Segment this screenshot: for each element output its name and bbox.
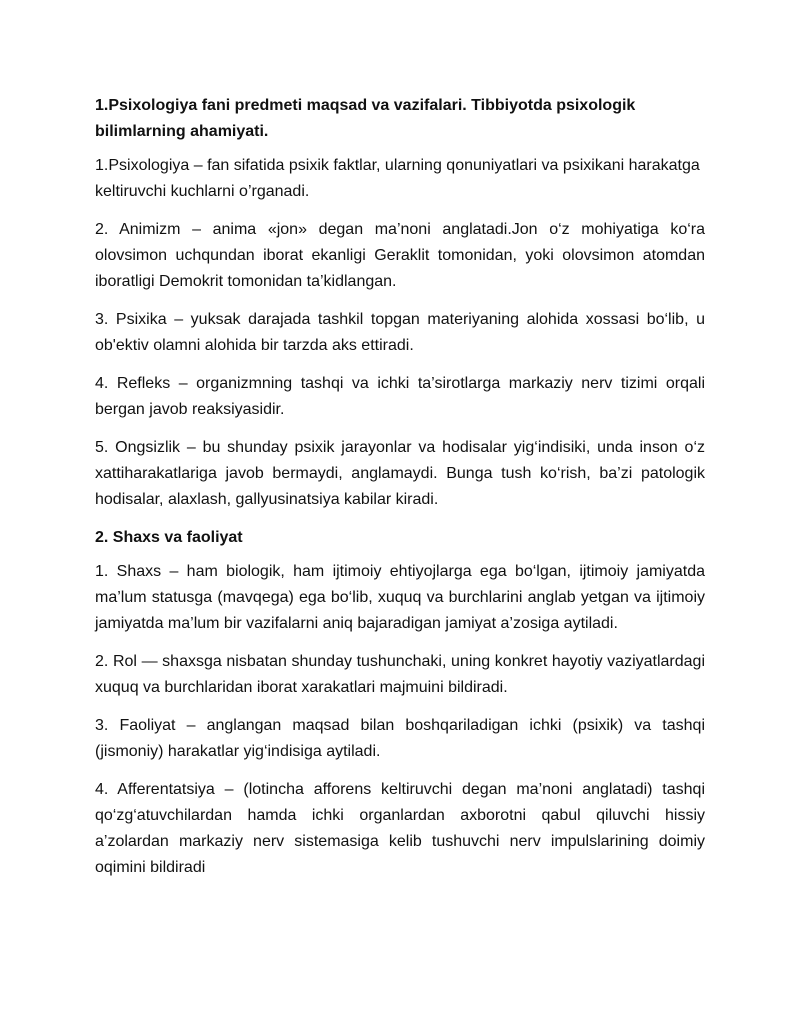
paragraph-animizm: 2. Animizm – anima «jon» degan ma’noni anglatadi.Jon o‘z mohiyatiga ko‘ra olovsimon uchqundan iborat ekanligi Geraklit tomonidan, yoki olovsimon atomdan iboratligi Demokrit tomonidan ta’kidlangan. — [95, 221, 705, 290]
paragraph-ongsizlik: 5. Ongsizlik – bu shunday psixik jarayonlar va hodisalar yig‘indisiki, unda inson o‘z xattiharakatlariga javob bermaydi, anglamaydi. Bunga tush ko‘rish, ba’zi patologik hodisalar, alaxlash, gallyusinatsiya kabilar kiradi. — [95, 439, 705, 508]
paragraph-faoliyat: 3. Faoliyat – anglangan maqsad bilan boshqariladigan ichki (psixik) va tashqi (jismoniy) harakatlar yig‘indisiga aytiladi. — [95, 717, 705, 760]
paragraph-psixika: 3. Psixika – yuksak darajada tashkil topgan materiyaning alohida xossasi bo‘lib, u ob'ektiv olamni alohida bir tarzda aks ettiradi. — [95, 311, 705, 354]
section-2-heading: 2. Shaxs va faoliyat — [95, 529, 243, 546]
paragraph-shaxs: 1. Shaxs – ham biologik, ham ijtimoiy ehtiyojlarga ega bo‘lgan, ijtimoiy jamiyatda ma’lum statusga (mavqega) ega bo‘lib, xuquq va burchlarini anglab yetgan va ijtimoiy jamiyatda ma’lum bir vazifalarni aniq bajaradigan jamiyat a’zosiga aytiladi. — [95, 563, 705, 632]
section-1-heading: 1.Psixologiya fani predmeti maqsad va vazifalari. Tibbiyotda psixologik bilimlarning ahamiyati. — [95, 97, 636, 140]
paragraph-rol: 2. Rol — shaxsga nisbatan shunday tushunchaki, uning konkret hayotiy vaziyatlardagi xuquq va burchlaridan iborat xarakatlari majmuini bildiradi. — [95, 653, 705, 696]
paragraph-psixologiya: 1.Psixologiya – fan sifatida psixik faktlar, ularning qonuniyatlari va psixikani harakatga keltiruvchi kuchlarni o’rganadi. — [95, 157, 700, 200]
paragraph-refleks: 4. Refleks – organizmning tashqi va ichki ta’sirotlarga markaziy nerv tizimi orqali bergan javob reaksiyasidir. — [95, 375, 705, 418]
paragraph-afferentatsiya: 4. Afferentatsiya – (lotincha afforens keltiruvchi degan ma’noni anglatadi) tashqi qo‘zg‘atuvchilardan hamda ichki organlardan axborotni qabul qiluvchi hissiy a’zolardan markaziy nerv sistemasiga kelib tushuvchi nerv impulslarining doimiy oqimini bildiradi — [95, 781, 705, 876]
